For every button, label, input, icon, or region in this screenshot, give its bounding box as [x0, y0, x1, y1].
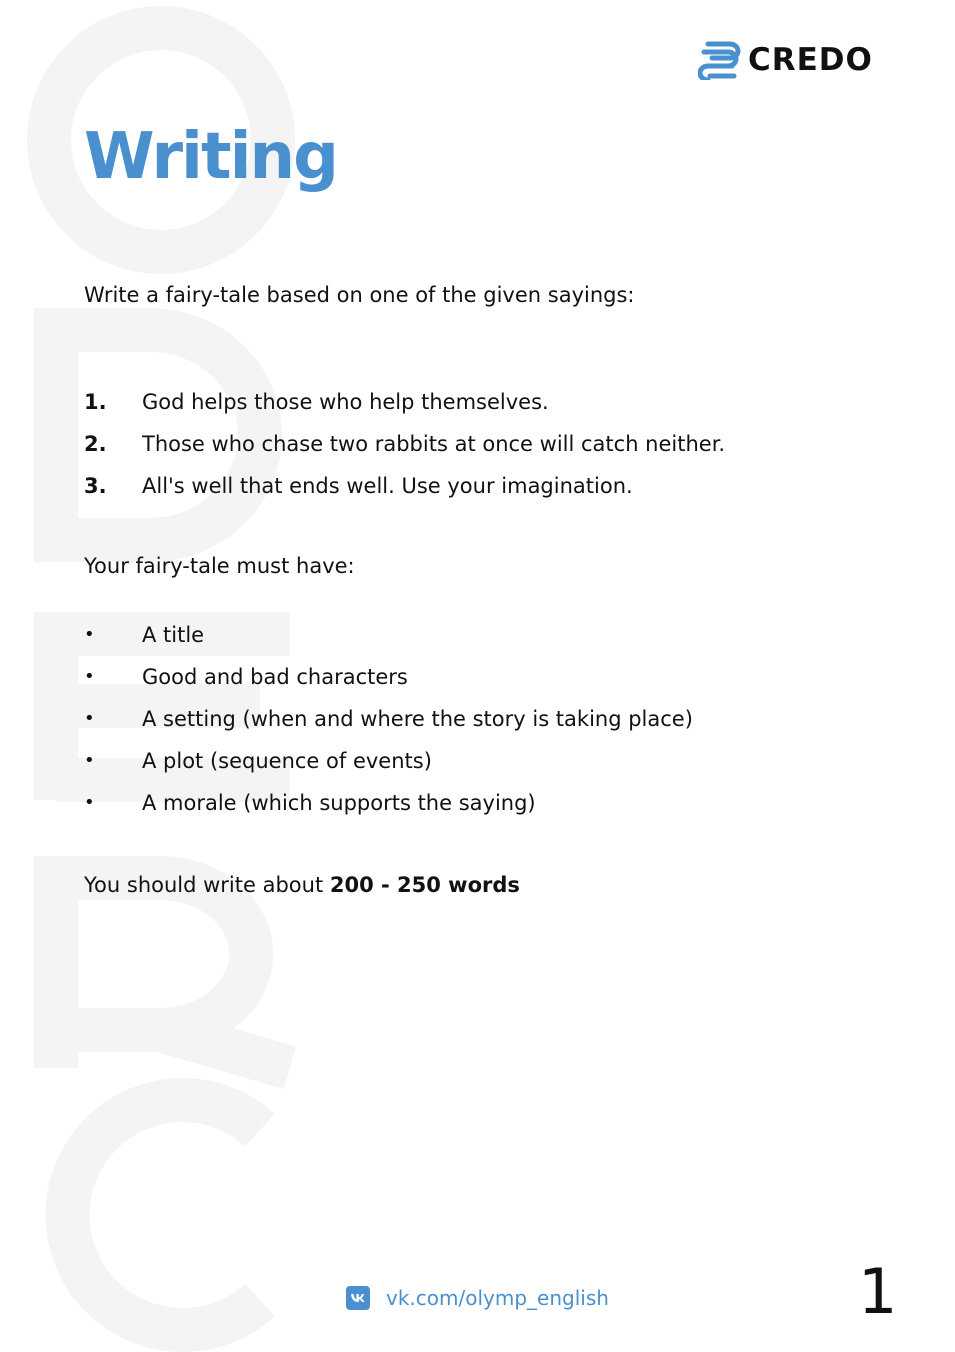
credo-logo: [698, 40, 873, 80]
requirement-text: A plot (sequence of events): [142, 749, 432, 773]
sayings-list: [84, 388, 725, 514]
bullet-icon: •: [84, 792, 95, 813]
word-count-value: 200 - 250 words: [329, 873, 520, 897]
vk-icon: [346, 1286, 370, 1310]
saying-text: Those who chase two rabbits at once will catch neither.: [142, 432, 726, 456]
requirements-list: [84, 621, 693, 831]
bullet-icon: •: [84, 624, 95, 645]
list-item: [84, 705, 693, 733]
requirement-text: A morale (which supports the saying): [142, 791, 536, 815]
requirement-text: Good and bad characters: [142, 665, 408, 689]
list-number: 3.: [84, 474, 107, 498]
list-item: [84, 472, 725, 500]
list-number: 2.: [84, 432, 107, 456]
list-item: [84, 430, 725, 458]
list-item: [84, 789, 693, 817]
credo-logo-icon: [698, 40, 742, 80]
word-count-text: [84, 871, 520, 899]
requirements-heading: Your fairy-tale must have:: [84, 554, 355, 578]
bullet-icon: •: [84, 708, 95, 729]
vk-link[interactable]: vk.com/olymp_english: [386, 1286, 609, 1310]
saying-text: God helps those who help themselves.: [142, 390, 549, 414]
logo-text: CREDO: [748, 42, 873, 78]
instruction-text: Write a fairy-tale based on one of the given sayings:: [84, 283, 635, 307]
list-number: 1.: [84, 390, 107, 414]
list-item: [84, 388, 725, 416]
page-number: 1: [858, 1255, 898, 1328]
list-item: [84, 747, 693, 775]
requirement-text: A title: [142, 623, 205, 647]
page-title: Writing: [84, 120, 337, 194]
bullet-icon: •: [84, 666, 95, 687]
word-count-prefix: You should write about: [84, 873, 330, 897]
list-item: [84, 621, 693, 649]
list-item: [84, 663, 693, 691]
bullet-icon: •: [84, 750, 95, 771]
requirement-text: A setting (when and where the story is taking place): [142, 707, 693, 731]
saying-text: All's well that ends well. Use your imagination.: [142, 474, 633, 498]
footer-link[interactable]: [346, 1286, 609, 1310]
